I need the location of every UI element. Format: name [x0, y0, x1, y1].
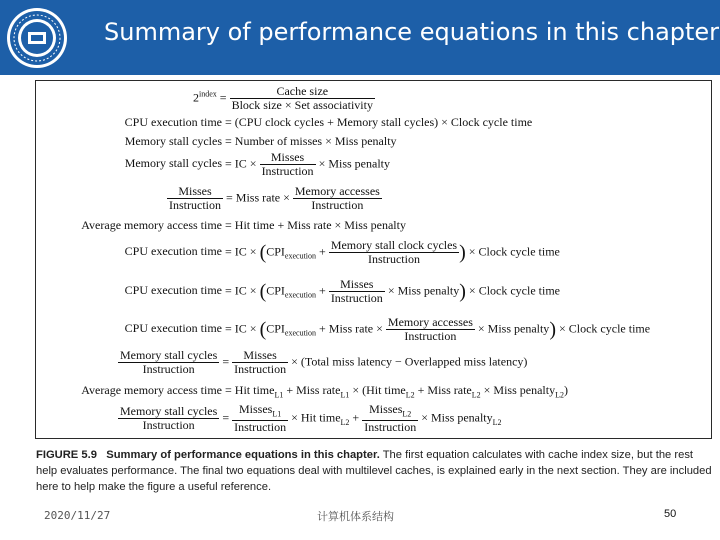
eq8-numerator: Misses — [329, 278, 385, 292]
eq8-pre: IC × — [234, 283, 257, 298]
eq5-lhs-denominator: Instruction — [169, 198, 221, 212]
eq6-rhs: Hit time + Miss rate × Miss penalty — [234, 218, 406, 232]
eq8-post: × Clock cycle time — [468, 283, 560, 298]
eq1-equals: = — [219, 90, 227, 105]
eq11-equals: = — [225, 383, 232, 397]
footer-course-name: 计算机体系结构 — [317, 510, 394, 523]
eq9-lhs: CPU execution time — [124, 321, 222, 336]
eq9-mid: × Miss penalty — [477, 321, 550, 336]
eq10-numerator: Misses — [232, 349, 288, 363]
equation-misses-per-instruction — [167, 185, 382, 212]
right-paren: ) — [459, 241, 466, 264]
eq1-base: 2 — [193, 90, 199, 105]
eq2-rhs: (CPU clock cycles + Memory stall cycles) × Clock cycle time — [234, 115, 533, 129]
eq7-cpi: CPI — [266, 244, 285, 259]
eq12-lhs-denominator: Instruction — [142, 418, 195, 433]
equation-cpu-time-3 — [36, 278, 560, 305]
equation-cache-index — [193, 85, 375, 112]
equation-cpu-time-1 — [36, 115, 532, 129]
eq11-t4: + Miss rate — [417, 383, 472, 397]
eq7-pre: IC × — [234, 244, 257, 259]
eq4-equals: = — [225, 156, 232, 171]
eq9-fraction — [386, 316, 475, 343]
university-seal-logo — [6, 7, 68, 69]
eq12-fraction-1 — [232, 403, 288, 434]
eq5-lhs-numerator: Misses — [167, 185, 223, 199]
eq10-equals: = — [222, 354, 230, 369]
eq9-cpi-sub: execution — [284, 328, 317, 338]
eq5-denominator: Instruction — [311, 198, 364, 212]
eq4-lhs: Memory stall cycles — [124, 156, 222, 171]
equations-figure — [35, 80, 712, 439]
eq10-lhs-denominator: Instruction — [142, 362, 195, 376]
eq11-s5: L2 — [555, 390, 564, 400]
eq1-exponent: index — [199, 89, 217, 99]
eq1-denominator: Block size × Set associativity — [231, 98, 373, 112]
eq10-fraction — [232, 349, 288, 376]
eq5-pre: Miss rate × — [235, 190, 290, 205]
eq10-lhs-numerator: Memory stall cycles — [120, 348, 218, 362]
eq9-cpi: CPI — [266, 321, 285, 336]
eq12-plus: + — [352, 410, 360, 425]
equation-stall-cycles-multilevel — [118, 403, 502, 434]
eq4-pre: IC × — [234, 156, 257, 171]
eq8-cpi: CPI — [266, 283, 285, 298]
eq12-n1: Misses — [238, 402, 273, 416]
equation-amat-multilevel — [36, 383, 568, 402]
caption-label: FIGURE 5.9 — [36, 449, 97, 461]
eq12-n2-sub: L2 — [402, 409, 412, 419]
eq12-numerator-1 — [232, 403, 288, 421]
eq2-lhs: CPU execution time — [124, 115, 222, 129]
eq1-numerator: Cache size — [230, 85, 375, 99]
eq12-denominator-1: Instruction — [234, 420, 287, 435]
eq10-post: × (Total miss latency − Overlapped miss latency) — [291, 354, 528, 369]
slide-title: Summary of performance equations in this chapter — [104, 18, 720, 46]
eq7-cpi-sub: execution — [284, 251, 317, 261]
eq6-lhs: Average memory access time — [81, 218, 222, 232]
left-paren: ( — [259, 241, 267, 264]
eq5-numerator: Memory accesses — [294, 184, 380, 198]
eq8-denominator: Instruction — [330, 291, 383, 305]
eq7-fraction — [329, 239, 459, 266]
left-paren: ( — [259, 280, 267, 303]
eq11-t1: Hit time — [234, 383, 275, 397]
eq12-n2: Misses — [369, 402, 403, 416]
equation-stall-cycles-1 — [36, 134, 397, 148]
eq7-equals: = — [225, 244, 232, 259]
right-paren: ) — [459, 280, 466, 303]
left-paren: ( — [259, 318, 267, 341]
eq3-equals: = — [225, 134, 232, 148]
eq7-lhs: CPU execution time — [124, 244, 222, 259]
eq12-lhs-numerator: Memory stall cycles — [120, 404, 218, 419]
eq8-cpi-sub: execution — [284, 290, 317, 300]
eq8-plus: + — [319, 283, 326, 298]
right-paren: ) — [549, 318, 556, 341]
figure-caption — [36, 447, 716, 495]
eq3-rhs: Number of misses × Miss penalty — [234, 134, 397, 148]
equation-amat-1 — [36, 218, 406, 232]
eq1-fraction — [230, 85, 375, 112]
eq4-denominator: Instruction — [261, 164, 314, 178]
eq11-s1: L1 — [274, 390, 284, 400]
eq12-denominator-2: Instruction — [364, 420, 417, 435]
eq12-n1-sub: L1 — [272, 409, 282, 419]
eq11-t3: × (Hit time — [352, 383, 406, 397]
eq9-numerator: Memory accesses — [387, 315, 473, 329]
eq4-fraction — [260, 151, 316, 178]
eq9-plus: + Miss rate × — [319, 321, 383, 336]
eq11-t5: × Miss penalty — [483, 383, 556, 397]
equation-stall-cycles-2 — [36, 151, 390, 178]
eq8-equals: = — [225, 283, 232, 298]
eq2-equals: = — [225, 115, 232, 129]
eq4-post: × Miss penalty — [318, 156, 390, 171]
eq11-t2: + Miss rate — [286, 383, 341, 397]
eq10-lhs-fraction — [118, 349, 219, 376]
eq12-equals: = — [222, 410, 230, 425]
eq3-lhs: Memory stall cycles — [124, 134, 222, 148]
equation-cpu-time-2 — [36, 239, 560, 266]
eq7-denominator: Instruction — [367, 252, 420, 266]
eq8-mid: × Miss penalty — [387, 283, 460, 298]
equation-cpu-time-4 — [36, 316, 650, 343]
eq8-lhs: CPU execution time — [124, 283, 222, 298]
eq9-pre: IC × — [234, 321, 257, 336]
eq8-fraction — [329, 278, 385, 305]
eq11-lhs: Average memory access time — [81, 383, 222, 397]
page-number: 50 — [664, 508, 677, 520]
footer-date: 2020/11/27 — [44, 509, 111, 522]
eq9-post: × Clock cycle time — [558, 321, 651, 336]
eq5-lhs-fraction — [167, 185, 223, 212]
eq12-m2-sub: L2 — [492, 417, 502, 427]
eq12-lhs-fraction — [118, 405, 219, 432]
eq9-equals: = — [225, 321, 232, 336]
eq10-denominator: Instruction — [234, 362, 287, 376]
eq9-denominator: Instruction — [404, 329, 457, 343]
equation-stall-cycles-3 — [118, 349, 527, 376]
eq7-post: × Clock cycle time — [468, 244, 560, 259]
eq12-m2: × Miss penalty — [421, 410, 493, 425]
eq4-numerator: Misses — [260, 151, 316, 165]
eq5-fraction — [293, 185, 382, 212]
eq6-equals: = — [225, 218, 232, 232]
eq12-fraction-2 — [362, 403, 418, 434]
eq11-s3: L2 — [405, 390, 415, 400]
eq7-plus: + — [319, 244, 326, 259]
eq5-equals: = — [226, 190, 233, 205]
caption-text: The first equation calculates with cache index size, but the rest help evaluates performance. The final two equations deal with multilevel caches, is explained early in the next section. They are included here to help make the figure a useful reference. — [36, 449, 712, 493]
caption-title: Summary of performance equations in this chapter. — [106, 449, 380, 461]
eq11-t6: ) — [563, 383, 568, 397]
eq11-s2: L1 — [340, 390, 350, 400]
eq12-m1: × Hit time — [291, 410, 341, 425]
eq11-s4: L2 — [471, 390, 481, 400]
eq12-m1-sub: L2 — [340, 417, 350, 427]
eq7-numerator: Memory stall clock cycles — [330, 238, 458, 252]
slide-header — [0, 0, 720, 75]
eq12-numerator-2 — [362, 403, 418, 421]
